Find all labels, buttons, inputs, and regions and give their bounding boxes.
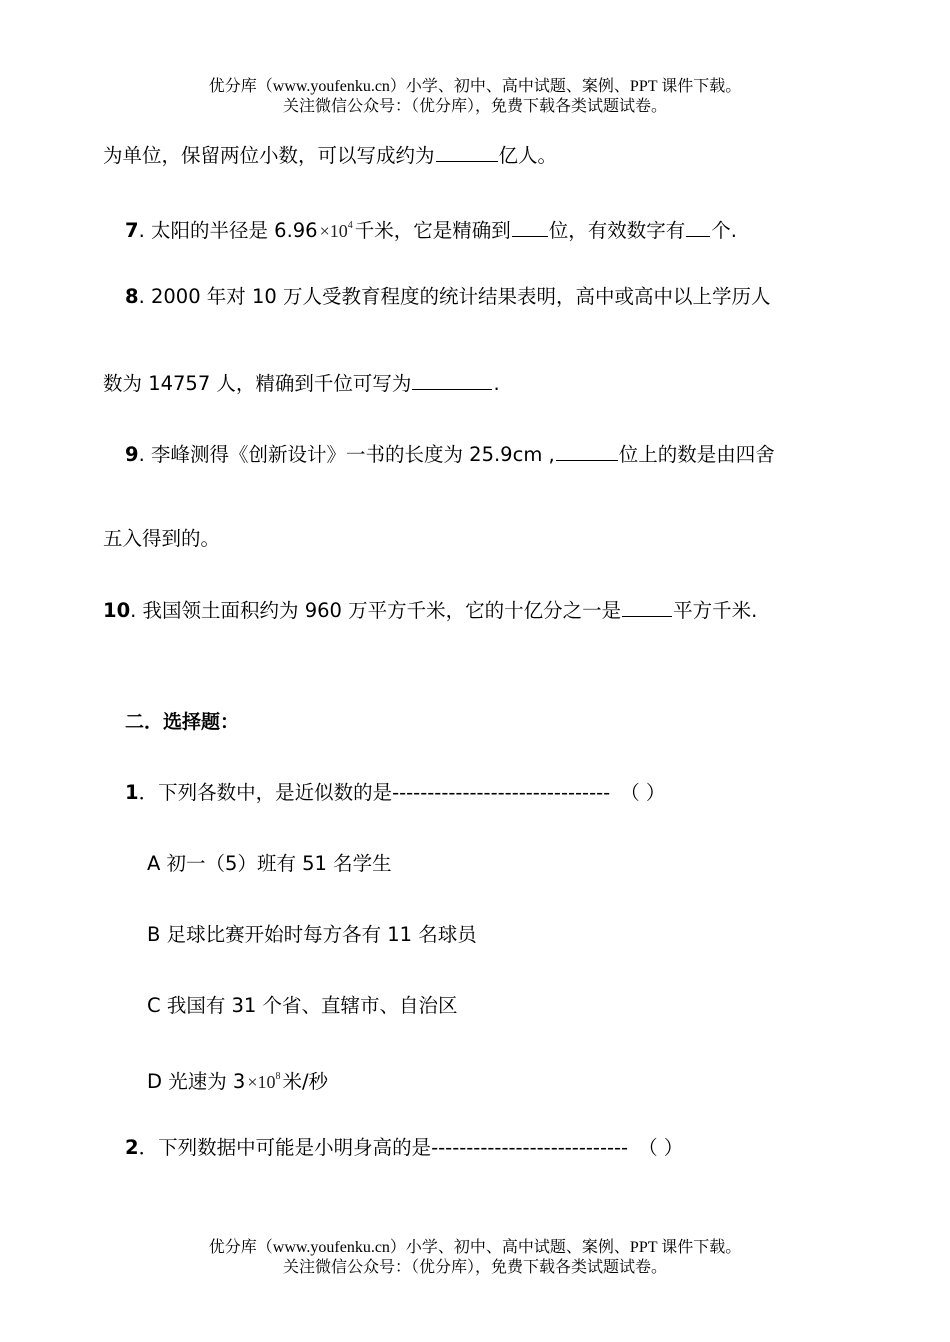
q9-text-1: . 李峰测得《创新设计》一书的长度为 25.9cm , <box>138 443 555 466</box>
choice-question-2 <box>125 1135 683 1161</box>
q7-answer-blank-2[interactable] <box>686 217 710 237</box>
choice-q2-text: ．下列数据中可能是小明身高的是---------------------------- <box>138 1136 629 1159</box>
q8-text-3: . <box>493 372 500 395</box>
choice-q1-option-b: B 足球比赛开始时每方各有 11 名球员 <box>147 923 477 946</box>
page-header <box>0 77 950 117</box>
q10-text-2: 平方千米. <box>673 599 758 622</box>
question-9-line-1 <box>125 441 775 468</box>
q8-text-2: 数为 14757 人，精确到千位可写为 <box>103 372 412 395</box>
q7-answer-blank-1[interactable] <box>512 217 548 237</box>
q8-text-1: . 2000 年对 10 万人受教育程度的统计结果表明，高中或高中以上学历人 <box>138 285 771 308</box>
question-10 <box>103 597 757 624</box>
section-title-choice: 二．选择题： <box>125 711 240 733</box>
q6-text-before: 为单位，保留两位小数，可以写成约为 <box>103 144 435 167</box>
choice-q1-option-a: A 初一（5）班有 51 名学生 <box>147 852 392 875</box>
q6-continuation <box>103 142 557 169</box>
choice-q1-text: ．下列各数中，是近似数的是------------------------------- <box>138 781 611 804</box>
choice-q1-answer-bracket[interactable]: （ ） <box>620 781 666 804</box>
choice-q2-number: 2 <box>125 1136 139 1159</box>
page-footer <box>0 1238 950 1278</box>
header-line-1: 优分库（www.youfenku.cn）小学、初中、高中试题、案例、PPT 课件下载。 <box>208 78 742 95</box>
q10-answer-blank[interactable] <box>622 597 672 617</box>
option-d-text-before: D 光速为 3 <box>147 1070 246 1093</box>
q7-text-1: . 太阳的半径是 6.96 <box>138 219 318 242</box>
question-9-line-2 <box>103 526 220 552</box>
choice-q2-answer-bracket[interactable]: （ ） <box>638 1136 684 1159</box>
q8-number: 8 <box>125 285 139 308</box>
q9-text-3: 五入得到的。 <box>103 527 221 550</box>
question-7 <box>125 213 737 244</box>
option-d-text-after: 米/秒 <box>282 1070 329 1093</box>
q10-number: 10 <box>103 599 131 622</box>
q9-number: 9 <box>125 443 139 466</box>
q7-sci-notation <box>320 221 353 241</box>
q6-text-after: 亿人。 <box>498 144 558 167</box>
question-8-line-2 <box>103 370 500 397</box>
choice-question-1 <box>125 780 665 806</box>
question-8-line-1 <box>125 284 771 310</box>
q9-answer-blank[interactable] <box>556 441 618 461</box>
q7-text-2: 千米，它是精确到 <box>354 219 511 242</box>
choice-q1-option-d <box>147 1064 328 1095</box>
q7-sci-base: ×10 <box>319 221 348 241</box>
footer-line-1: 优分库（www.youfenku.cn）小学、初中、高中试题、案例、PPT 课件下载。 <box>208 1239 742 1256</box>
q9-text-2: 位上的数是由四舍 <box>618 443 775 466</box>
q7-text-4: 个. <box>711 219 737 242</box>
q7-number: 7 <box>125 219 139 242</box>
header-line-2: 关注微信公众号：（优分库），免费下载各类试题试卷。 <box>282 98 667 115</box>
option-d-sci-exp: 8 <box>275 1071 281 1082</box>
option-d-sci-notation <box>247 1072 280 1092</box>
choice-q1-option-c: C 我国有 31 个省、直辖市、自治区 <box>147 994 458 1017</box>
q6-answer-blank[interactable] <box>436 142 498 162</box>
choice-q1-number: 1 <box>125 781 139 804</box>
option-d-sci-base: ×10 <box>247 1072 276 1092</box>
footer-line-2: 关注微信公众号：（优分库），免费下载各类试题试卷。 <box>282 1259 667 1276</box>
q7-text-3: 位，有效数字有 <box>548 219 686 242</box>
q8-answer-blank[interactable] <box>412 370 492 390</box>
q10-text-1: . 我国领土面积约为 960 万平方千米，它的十亿分之一是 <box>130 599 622 622</box>
q7-sci-exp: 4 <box>347 220 353 231</box>
